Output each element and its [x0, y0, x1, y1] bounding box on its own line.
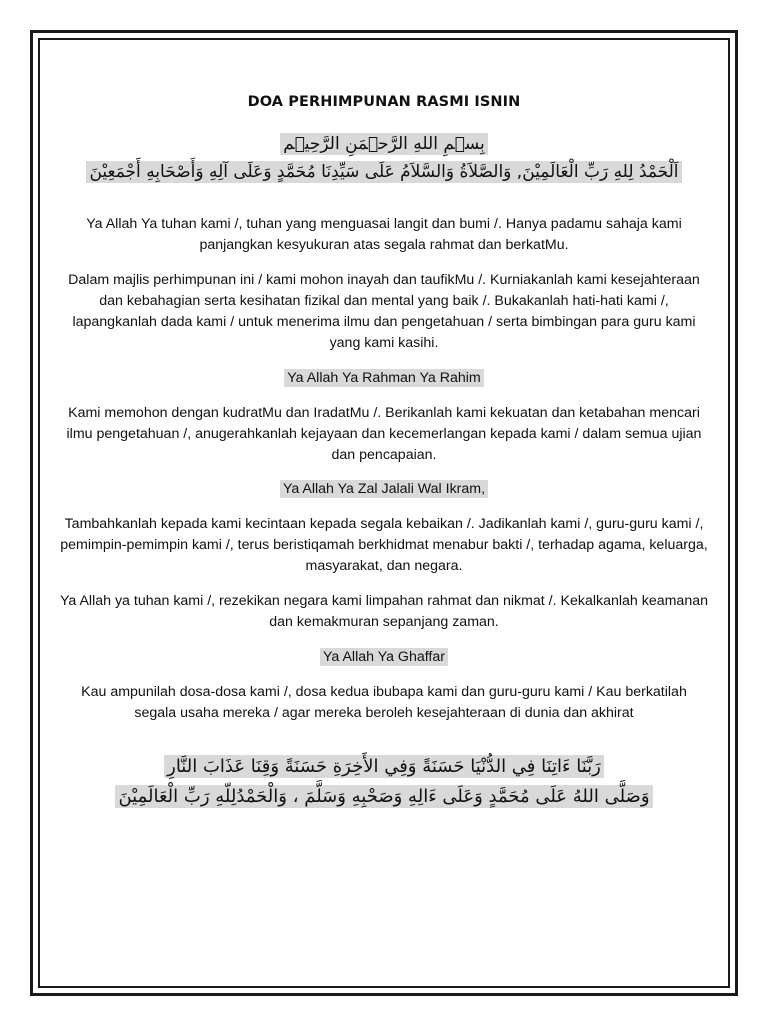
heading-ghaffar [60, 647, 708, 668]
paragraph-3: Kami memohon dengan kudratMu dan IradatMu /. Berikanlah kami kekuatan dan ketabahan mencari ilmu pengetahuan /, anugerahkanlah kejayaan dan kecemerlangan kepada kami / dalam semua ujian dan pencapaian. [66, 405, 702, 463]
heading-rahman-rahim-text: Ya Allah Ya Rahman Ya Rahim [284, 369, 483, 387]
closing-arabic-line-2-text: وَصَلَّى اللهُ عَلَى مُحَمَّدٍ وَعَلَى ءَالِهِ وَصَحْبِهِ وَسَلَّمَ ، وَالْحَمْدُلِلّهِ رَبِّ الْعَالَمِيْنَ [115, 785, 652, 808]
opening-arabic [60, 158, 708, 186]
heading-zal-jalali [60, 479, 708, 500]
paragraph-1: Ya Allah Ya tuhan kami /, tuhan yang menguasai langit dan bumi /. Hanya padamu sahaja kami panjangkan kesyukuran atas segala rahmat dan berkatMu. [86, 216, 682, 253]
basmalah [60, 130, 708, 158]
closing-arabic-line-2 [60, 782, 708, 812]
heading-ghaffar-text: Ya Allah Ya Ghaffar [320, 648, 448, 666]
basmalah-text: بِسۡمِ اللهِ الرَّحۡمَنِ الرَّحِيۡم [280, 133, 487, 155]
heading-rahman-rahim [60, 368, 708, 389]
paragraph-5: Ya Allah ya tuhan kami /, rezekikan negara kami limpahan rahmat dan nikmat /. Kekalkanlah keamanan dan kemakmuran sepanjang zaman. [60, 593, 708, 630]
heading-zal-jalali-text: Ya Allah Ya Zal Jalali Wal Ikram, [280, 480, 488, 498]
opening-arabic-text: اَلْحَمْدُ لِلهِ رَبِّ الْعَالَمِيْنَ, وَالصَّلاَةُ وَالسَّلاَمُ عَلَى سَيِّدِنَا مُحَمَّدٍ وَعَلَى آلِهِ وَأَصْحَابِهِ أَجْمَعِيْنَ [86, 161, 681, 183]
prayer-document [60, 86, 708, 812]
paragraph-6: Kau ampunilah dosa-dosa kami /, dosa kedua ibubapa kami dan guru-guru kami / Kau berkatilah segala usaha mereka / agar mereka beroleh kesejahteraan di dunia dan akhirat [81, 684, 687, 721]
closing-arabic-line-1-text: رَبَّنَا ءَاتِنَا فِي الدُّنْيَا حَسَنَةً وَفِي الأَخِرَةِ حَسَنَةً وَقِنَا عَذَابَ النَّارِ [164, 755, 604, 778]
document-title: DOA PERHIMPUNAN RASMI ISNIN [247, 94, 521, 110]
closing-arabic-line-1 [60, 752, 708, 782]
paragraph-2: Dalam majlis perhimpunan ini / kami mohon inayah dan taufikMu /. Kurniakanlah kami kesejahteraan dan kebahagian serta kesihatan fizikal dan mental yang baik /. Bukakanlah hati-hati kami /, lapangkanlah dada kami / untuk menerima ilmu dan pengetahuan / serta bimbingan para guru kami yang kami kasihi. [68, 272, 700, 351]
paragraph-4: Tambahkanlah kepada kami kecintaan kepada segala kebaikan /. Jadikanlah kami /, guru-guru kami /, pemimpin-pemimpin kami /, terus beristiqamah berkhidmat menabur bakti /, terhadap agama, keluarga, masyarakat, dan negara. [60, 516, 708, 574]
closing-arabic [60, 752, 708, 812]
